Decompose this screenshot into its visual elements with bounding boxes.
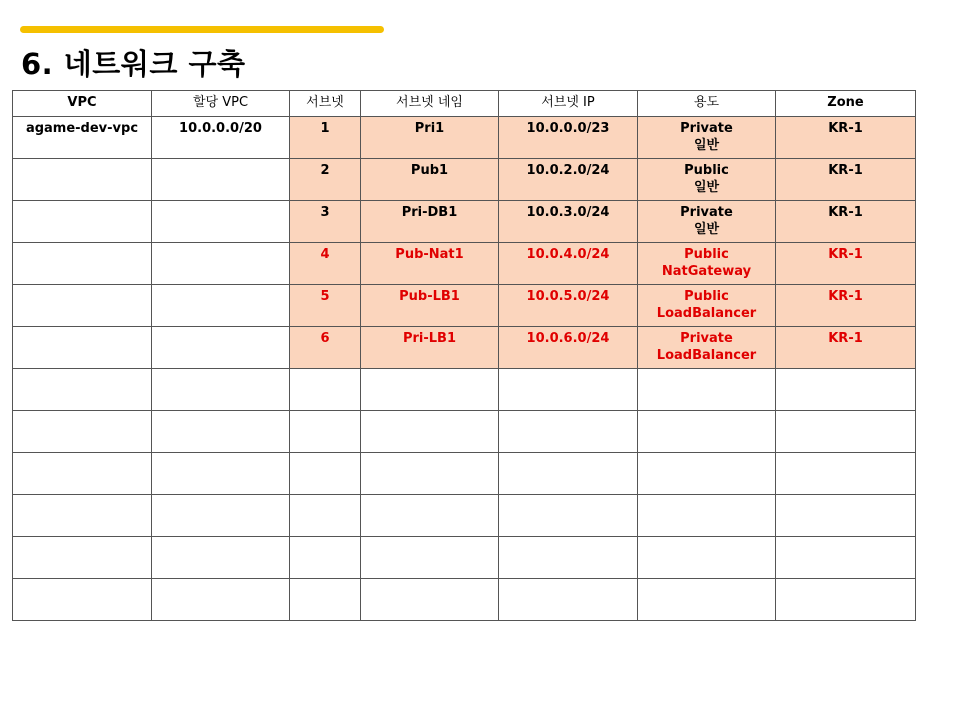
cell-subnet-ip: 10.0.3.0/24 bbox=[499, 201, 638, 243]
empty-cell bbox=[776, 495, 916, 537]
header-usage: 용도 bbox=[638, 91, 776, 117]
cell-zone: KR-1 bbox=[776, 243, 916, 285]
empty-table-row bbox=[13, 495, 916, 537]
cell-subnet-number: 6 bbox=[290, 327, 361, 369]
empty-cell bbox=[13, 537, 152, 579]
empty-cell bbox=[13, 579, 152, 621]
subnet-table bbox=[12, 90, 916, 621]
cell-vpc bbox=[13, 159, 152, 201]
empty-cell bbox=[776, 453, 916, 495]
cell-vpc bbox=[13, 285, 152, 327]
usage-type: Private bbox=[680, 205, 733, 220]
empty-table-row bbox=[13, 537, 916, 579]
cell-vpc bbox=[13, 243, 152, 285]
usage-purpose: 일반 bbox=[693, 180, 720, 195]
empty-cell bbox=[152, 369, 290, 411]
empty-cell bbox=[290, 411, 361, 453]
empty-cell bbox=[152, 537, 290, 579]
cell-assigned-vpc bbox=[152, 159, 290, 201]
empty-cell bbox=[499, 495, 638, 537]
empty-cell bbox=[361, 369, 499, 411]
empty-cell bbox=[152, 495, 290, 537]
usage-purpose: LoadBalancer bbox=[656, 348, 757, 363]
empty-cell bbox=[638, 453, 776, 495]
cell-usage bbox=[638, 327, 776, 369]
cell-vpc bbox=[13, 201, 152, 243]
empty-cell bbox=[290, 579, 361, 621]
empty-cell bbox=[290, 453, 361, 495]
empty-cell bbox=[776, 579, 916, 621]
empty-cell bbox=[499, 453, 638, 495]
cell-subnet-name: Pub1 bbox=[361, 159, 499, 201]
empty-cell bbox=[361, 495, 499, 537]
usage-type: Public bbox=[684, 163, 729, 178]
cell-vpc bbox=[13, 327, 152, 369]
empty-cell bbox=[776, 537, 916, 579]
empty-cell bbox=[290, 537, 361, 579]
cell-assigned-vpc: 10.0.0.0/20 bbox=[152, 117, 290, 159]
empty-cell bbox=[152, 579, 290, 621]
usage-type: Public bbox=[684, 247, 729, 262]
cell-subnet-number: 3 bbox=[290, 201, 361, 243]
empty-cell bbox=[290, 495, 361, 537]
empty-cell bbox=[290, 369, 361, 411]
usage-purpose: NatGateway bbox=[661, 264, 752, 279]
cell-subnet-name: Pri1 bbox=[361, 117, 499, 159]
cell-zone: KR-1 bbox=[776, 201, 916, 243]
usage-type: Private bbox=[680, 331, 733, 346]
cell-subnet-ip: 10.0.2.0/24 bbox=[499, 159, 638, 201]
empty-cell bbox=[638, 411, 776, 453]
header-subnet-name: 서브넷 네임 bbox=[361, 91, 499, 117]
header-vpc: VPC bbox=[13, 91, 152, 117]
cell-zone: KR-1 bbox=[776, 327, 916, 369]
cell-assigned-vpc bbox=[152, 327, 290, 369]
empty-cell bbox=[152, 411, 290, 453]
empty-table-row bbox=[13, 453, 916, 495]
empty-cell bbox=[152, 453, 290, 495]
empty-table-row bbox=[13, 579, 916, 621]
cell-subnet-name: Pri-LB1 bbox=[361, 327, 499, 369]
table-row bbox=[13, 285, 916, 327]
cell-assigned-vpc bbox=[152, 201, 290, 243]
empty-cell bbox=[638, 579, 776, 621]
cell-subnet-number: 5 bbox=[290, 285, 361, 327]
table-row bbox=[13, 243, 916, 285]
title-accent-bar bbox=[20, 26, 384, 33]
cell-subnet-name: Pri-DB1 bbox=[361, 201, 499, 243]
empty-cell bbox=[499, 369, 638, 411]
empty-cell bbox=[361, 453, 499, 495]
cell-zone: KR-1 bbox=[776, 159, 916, 201]
table-row bbox=[13, 201, 916, 243]
cell-usage bbox=[638, 243, 776, 285]
slide-title: 6. 네트워크 구축 bbox=[21, 47, 246, 81]
header-subnet: 서브넷 bbox=[290, 91, 361, 117]
cell-assigned-vpc bbox=[152, 285, 290, 327]
empty-cell bbox=[638, 495, 776, 537]
cell-usage bbox=[638, 159, 776, 201]
cell-usage bbox=[638, 117, 776, 159]
cell-assigned-vpc bbox=[152, 243, 290, 285]
empty-cell bbox=[499, 579, 638, 621]
cell-vpc: agame-dev-vpc bbox=[13, 117, 152, 159]
table-body bbox=[13, 117, 916, 621]
table-row bbox=[13, 117, 916, 159]
usage-purpose: LoadBalancer bbox=[656, 306, 757, 321]
empty-cell bbox=[499, 411, 638, 453]
empty-table-row bbox=[13, 411, 916, 453]
empty-cell bbox=[13, 453, 152, 495]
empty-cell bbox=[361, 579, 499, 621]
usage-type: Public bbox=[684, 289, 729, 304]
empty-cell bbox=[361, 411, 499, 453]
empty-table-row bbox=[13, 369, 916, 411]
empty-cell bbox=[638, 369, 776, 411]
empty-cell bbox=[776, 369, 916, 411]
cell-usage bbox=[638, 201, 776, 243]
cell-subnet-name: Pub-Nat1 bbox=[361, 243, 499, 285]
empty-cell bbox=[361, 537, 499, 579]
empty-cell bbox=[13, 495, 152, 537]
usage-purpose: 일반 bbox=[693, 222, 720, 237]
cell-subnet-name: Pub-LB1 bbox=[361, 285, 499, 327]
cell-subnet-ip: 10.0.5.0/24 bbox=[499, 285, 638, 327]
cell-subnet-ip: 10.0.0.0/23 bbox=[499, 117, 638, 159]
usage-purpose: 일반 bbox=[693, 138, 720, 153]
empty-cell bbox=[499, 537, 638, 579]
cell-subnet-number: 2 bbox=[290, 159, 361, 201]
empty-cell bbox=[13, 411, 152, 453]
empty-cell bbox=[638, 537, 776, 579]
cell-subnet-number: 4 bbox=[290, 243, 361, 285]
header-assigned-vpc: 할당 VPC bbox=[152, 91, 290, 117]
table-header-row bbox=[13, 91, 916, 117]
cell-usage bbox=[638, 285, 776, 327]
table-row bbox=[13, 327, 916, 369]
empty-cell bbox=[776, 411, 916, 453]
cell-subnet-ip: 10.0.4.0/24 bbox=[499, 243, 638, 285]
cell-zone: KR-1 bbox=[776, 285, 916, 327]
cell-subnet-number: 1 bbox=[290, 117, 361, 159]
cell-zone: KR-1 bbox=[776, 117, 916, 159]
header-subnet-ip: 서브넷 IP bbox=[499, 91, 638, 117]
empty-cell bbox=[13, 369, 152, 411]
usage-type: Private bbox=[680, 121, 733, 136]
header-zone: Zone bbox=[776, 91, 916, 117]
table-row bbox=[13, 159, 916, 201]
cell-subnet-ip: 10.0.6.0/24 bbox=[499, 327, 638, 369]
